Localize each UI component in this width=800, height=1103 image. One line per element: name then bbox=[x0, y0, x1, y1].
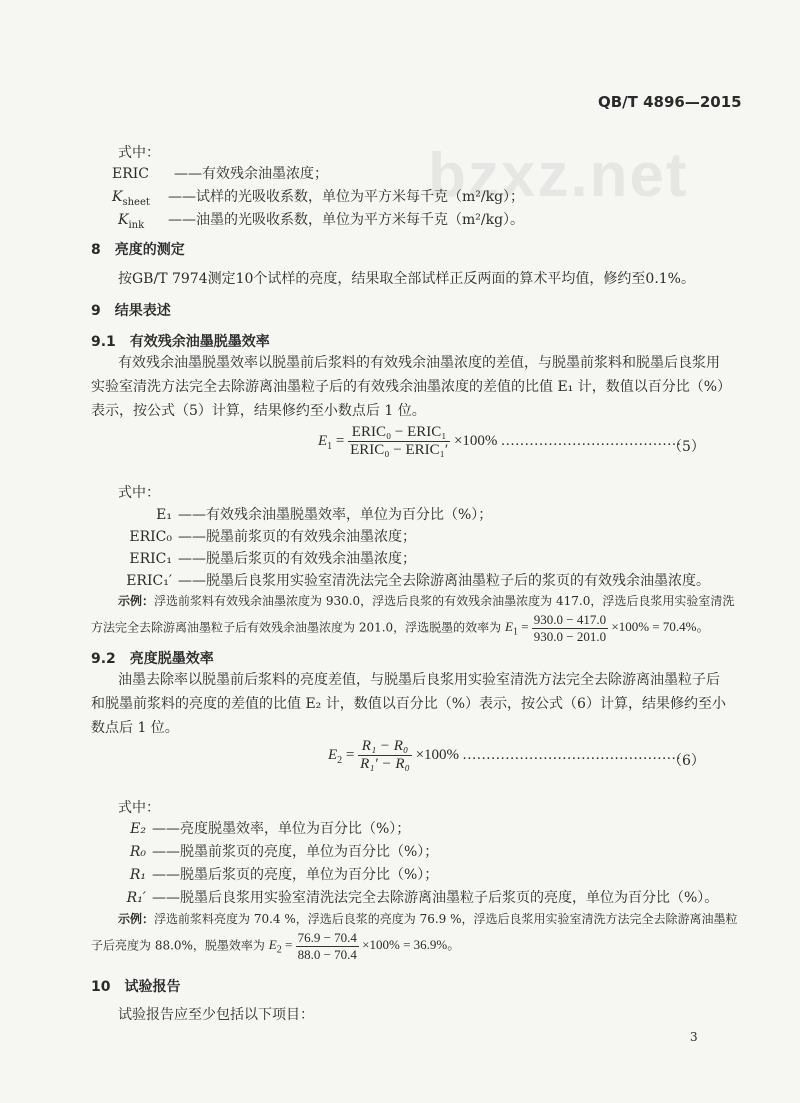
symbol: ERIC₁′ bbox=[126, 573, 172, 589]
formula-lhs: E bbox=[505, 619, 513, 635]
description: ——脱墨后良浆用实验室清洗法完全去除游离油墨粒子后浆页的亮度，单位为百分比（%）。 bbox=[152, 890, 719, 906]
example bbox=[118, 910, 738, 927]
where-item bbox=[112, 841, 438, 861]
formula-lhs-subscript: 1 bbox=[327, 440, 333, 452]
example-label: 示例： bbox=[118, 594, 155, 608]
formula-lhs-subscript: 2 bbox=[337, 754, 343, 766]
where-item bbox=[112, 887, 718, 907]
denominator: R₁′ − R₀ bbox=[360, 756, 410, 772]
symbol-subscript: sheet bbox=[122, 196, 150, 208]
denominator: ERIC₀ − ERIC₁′ bbox=[350, 442, 449, 458]
symbol: K bbox=[118, 212, 129, 228]
paragraph-line: 有效残余油墨脱墨效率以脱墨前后浆料的有效残余油墨浓度的差值，与脱墨前浆料和脱墨后良浆用 bbox=[118, 355, 720, 371]
where-item bbox=[112, 186, 524, 208]
page-number: 3 bbox=[690, 1030, 698, 1044]
symbol: ERIC₁ bbox=[129, 551, 172, 567]
where-item bbox=[112, 504, 492, 524]
paragraph-line: 和脱墨前浆料的亮度的差值的比值 E₂ 计，数值以百分比（%）表示，按公式（6）计算，结果修约至小 bbox=[91, 696, 726, 712]
watermark: bzxz.net bbox=[428, 141, 689, 210]
symbol: R₁ bbox=[129, 867, 146, 883]
paragraph: 试验报告应至少包括以下项目： bbox=[118, 1007, 314, 1023]
numerator: 76.9 − 70.4 bbox=[297, 930, 357, 945]
denominator: 88.0 − 70.4 bbox=[297, 947, 357, 962]
section-heading: 9.2 亮度脱墨效率 bbox=[91, 651, 214, 667]
example-text: 子后亮度为 88.0%，脱墨效率为 bbox=[91, 938, 265, 953]
description: ——有效残余油墨浓度； bbox=[174, 166, 328, 182]
description: ——脱墨后良浆用实验室清洗法完全去除游离油墨粒子后的浆页的有效残余油墨浓度。 bbox=[178, 573, 710, 589]
example-label: 示例： bbox=[118, 912, 155, 926]
description: ——脱墨后浆页的有效残余油墨浓度； bbox=[178, 551, 416, 567]
where-item bbox=[112, 548, 416, 568]
fraction bbox=[532, 612, 608, 645]
formula-tail: ×100% bbox=[453, 432, 498, 449]
example-text: 浮选前浆料亮度为 70.4 %，浮选后良浆的亮度为 76.9 %，浮选后良浆用实验室清洗方法完全去除游离油墨粒 bbox=[154, 912, 738, 926]
description: ——脱墨前浆页的有效残余油墨浓度； bbox=[178, 529, 416, 545]
symbol: K bbox=[112, 189, 123, 205]
where-item bbox=[112, 818, 410, 838]
formula-6: $E_2$ = $\frac{\text{R₁ − R₀}}{\text{R₁′ − R₀}}$ ×100% .............................................. bbox=[328, 738, 682, 772]
formula-number: （6） bbox=[668, 753, 705, 769]
paragraph-line: 数点后 1 位。 bbox=[91, 720, 179, 736]
symbol: ERIC bbox=[112, 166, 150, 182]
where-item bbox=[112, 526, 416, 546]
where-item bbox=[118, 209, 524, 231]
paragraph-line: 实验室清洗方法完全去除游离油墨粒子后的有效残余油墨浓度的差值的比值 E₁ 计，数值以百分比（%） bbox=[91, 379, 732, 395]
symbol: R₀ bbox=[129, 844, 146, 860]
description: ——脱墨后浆页的亮度，单位为百分比（%）； bbox=[152, 867, 439, 883]
numerator: R₁ − R₀ bbox=[358, 738, 412, 756]
formula-lhs: E bbox=[328, 746, 338, 763]
example-text: 浮选前浆料有效残余油墨浓度为 930.0，浮选后良浆的有效残余油墨浓度为 417.0，浮选后良浆用实验室清洗 bbox=[154, 594, 735, 608]
fraction bbox=[358, 738, 412, 773]
where-item bbox=[112, 864, 438, 884]
where-item bbox=[112, 570, 710, 590]
where-label: 式中： bbox=[118, 485, 160, 501]
symbol: R₁′ bbox=[126, 890, 146, 906]
formula-tail: ×100% bbox=[415, 746, 460, 763]
description: ——有效残余油墨脱墨效率，单位为百分比（%）； bbox=[178, 507, 493, 523]
example-line: 方法完全去除游离油墨粒子后有效残余油墨浓度为 201.0，浮选脱墨的效率为 $E_1$ = $\frac{930.0 - 417.0}{930.0 - 201.0}$ ×100% = 70.4%。 bbox=[91, 612, 710, 644]
section-heading: 8 亮度的测定 bbox=[91, 242, 185, 258]
paragraph-line: 表示，按公式（5）计算，结果修约至小数点后 1 位。 bbox=[91, 403, 426, 419]
formula-lhs-subscript: 1 bbox=[512, 627, 518, 639]
formula-5: $E_1$ = $\frac{\text{ERIC₀ − ERIC₁}}{\text{ERIC₀ − ERIC₁′}}$ ×100% ...................................... bbox=[318, 424, 682, 458]
section-heading: 10 试验报告 bbox=[91, 979, 181, 995]
numerator: 930.0 − 417.0 bbox=[533, 612, 607, 627]
description: ——试样的光吸收系数，单位为平方米每千克（m²/kg）； bbox=[168, 189, 525, 205]
formula-lhs: E bbox=[268, 937, 277, 953]
formula-lhs-subscript: 2 bbox=[276, 945, 282, 957]
denominator: 930.0 − 201.0 bbox=[533, 629, 607, 644]
section-heading: 9.1 有效残余油墨脱墨效率 bbox=[91, 334, 270, 350]
symbol: E₂ bbox=[130, 821, 146, 837]
symbol: E₁ bbox=[156, 507, 172, 523]
example bbox=[118, 592, 734, 609]
where-label: 式中： bbox=[118, 800, 160, 816]
formula-tail: ×100% = 36.9%。 bbox=[362, 937, 461, 953]
fraction bbox=[296, 930, 359, 963]
example-line: 子后亮度为 88.0%，脱墨效率为 $E_2$ = $\frac{76.9 - 70.4}{88.0 - 70.4}$ ×100% = 36.9%。 bbox=[91, 930, 461, 962]
paragraph-line: 油墨去除率以脱墨前后浆料的亮度差值，与脱墨后良浆用实验室清洗方法完全去除游离油墨粒子后 bbox=[118, 672, 720, 688]
symbol: ERIC₀ bbox=[129, 529, 172, 545]
numerator: ERIC₀ − ERIC₁ bbox=[348, 424, 450, 442]
description: ——油墨的光吸收系数，单位为平方米每千克（m²/kg）。 bbox=[168, 212, 525, 228]
example-text: 方法完全去除游离油墨粒子后有效残余油墨浓度为 201.0，浮选脱墨的效率为 bbox=[91, 620, 502, 635]
description: ——亮度脱墨效率，单位为百分比（%）； bbox=[152, 821, 411, 837]
section-heading: 9 结果表述 bbox=[91, 303, 171, 319]
formula-tail: ×100% = 70.4%。 bbox=[611, 619, 710, 635]
where-item bbox=[112, 163, 328, 183]
formula-lhs: E bbox=[318, 432, 328, 449]
where-label: 式中： bbox=[118, 145, 160, 161]
paragraph: 按GB/T 7974测定10个试样的亮度，结果取全部试样正反两面的算术平均值，修约至0.1%。 bbox=[118, 271, 695, 287]
symbol-subscript: ink bbox=[128, 219, 145, 231]
formula-number: （5） bbox=[668, 439, 705, 455]
fraction bbox=[348, 424, 450, 459]
description: ——脱墨前浆页的亮度，单位为百分比（%）； bbox=[152, 844, 439, 860]
standard-number: QB/T 4896—2015 bbox=[598, 93, 742, 111]
